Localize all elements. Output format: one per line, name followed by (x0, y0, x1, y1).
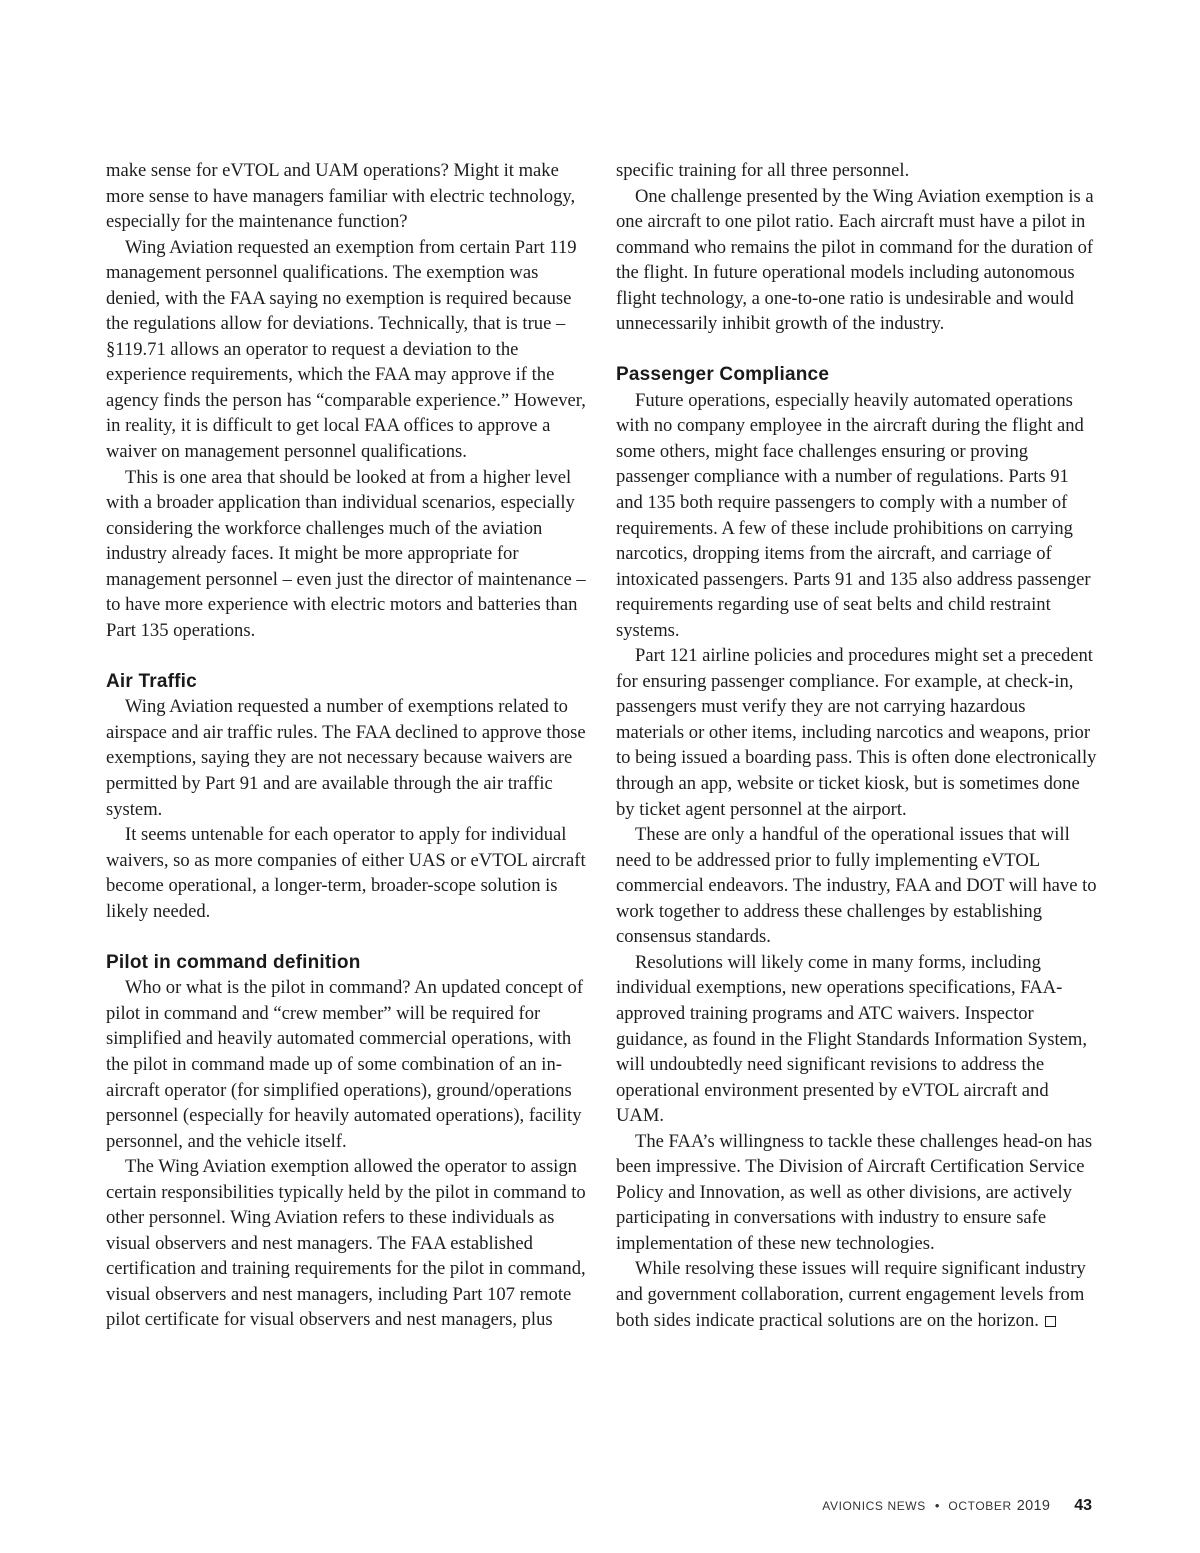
paragraph-text: Part 121 airline policies and procedures might set a precedent for ensuring passenger compliance. For example, at check-in, passengers must verify they are not carrying hazardous materials or other items, including narcotics and weapons, prior to being issued a boarding pass. This is often done electronically through an app, website or ticket kiosk, but is sometimes done by ticket agent personnel at the airport. (616, 645, 1097, 820)
paragraph-text: The Wing Aviation exemption allowed the operator to assign certain responsibilities typically held by the pilot in command to other personnel. Wing Aviation refers to these individuals as visual observers and nest managers. The FAA established certification and training requirements for the pilot in command, visual observers and nest managers, including Part 107 remote pilot certificate for visual observers and nest managers, plus (106, 1156, 586, 1331)
heading-text: Passenger Compliance (616, 364, 830, 386)
paragraph-text: Who or what is the pilot in command? An updated concept of pilot in command and “crew member” will be required for simplified and heavily automated commercial operations, with the pilot in command made up of some combination of an in-aircraft operator (for simplified operations), ground/operations personnel (especially for heavily automated operations), facility personnel, and the vehicle itself. (106, 977, 584, 1152)
paragraph-text: It seems untenable for each operator to apply for individual waivers, so as more companies of either UAS or eVTOL aircraft become operational, a longer-term, broader-scope solution is likely needed. (106, 824, 586, 922)
body-paragraph (616, 822, 1098, 950)
body-paragraph (106, 822, 586, 924)
heading-text: Pilot in command definition (106, 951, 361, 973)
body-paragraph (106, 694, 586, 822)
issue-year: 2019 (1016, 1498, 1051, 1514)
paragraph-text: specific training for all three personnel. (616, 160, 910, 181)
right-column (616, 158, 1098, 1333)
body-paragraph (616, 1256, 1098, 1333)
body-paragraph (616, 158, 1098, 184)
body-paragraph (616, 950, 1098, 1129)
body-paragraph (616, 1129, 1098, 1257)
publication-name: AVIONICS NEWS (822, 1499, 926, 1513)
end-of-article-box-icon (1045, 1316, 1056, 1327)
body-paragraph (616, 643, 1098, 822)
body-paragraph (106, 235, 586, 465)
paragraph-text: Future operations, especially heavily automated operations with no company employee in the aircraft during the flight and some others, might face challenges ensuring or proving passenger compliance with a number of regulations. Parts 91 and 135 both require passengers to comply with a number of requirements. A few of these include prohibitions on carrying narcotics, dropping items from the aircraft, and carriage of intoxicated passengers. Parts 91 and 135 also address passenger requirements regarding use of seat belts and child restraint systems. (616, 389, 1091, 641)
body-paragraph (106, 158, 586, 235)
section-heading (106, 669, 586, 695)
paragraph-text: Wing Aviation requested a number of exemptions related to airspace and air traffic rules. The FAA declined to approve those exemptions, saying they are not necessary because waivers are permitted by Part 91 and are available through the air traffic system. (106, 696, 586, 820)
left-column (106, 158, 586, 1333)
body-paragraph (106, 975, 586, 1154)
paragraph-text: These are only a handful of the operational issues that will need to be addressed prior to fully implementing eVTOL commercial endeavors. The industry, FAA and DOT will have to work together to address these challenges by establishing consensus standards. (616, 824, 1097, 948)
paragraph-text: make sense for eVTOL and UAM operations? Might it make more sense to have managers familiar with electric technology, especially for the maintenance function? (106, 160, 576, 233)
paragraph-text: One challenge presented by the Wing Aviation exemption is a one aircraft to one pilot ratio. Each aircraft must have a pilot in command who remains the pilot in command for the duration of the flight. In future operational models including autonomous flight technology, a one-to-one ratio is undesirable and would unnecessarily inhibit growth of the industry. (616, 185, 1094, 335)
section-heading (106, 950, 586, 976)
body-paragraph (616, 388, 1098, 643)
page-number: 43 (1074, 1497, 1092, 1514)
heading-text: Air Traffic (106, 670, 197, 692)
paragraph-text: This is one area that should be looked at from a higher level with a broader application than individual scenarios, especially considering the workforce challenges much of the aviation industry already faces. It might be more appropriate for management personnel – even just the director of maintenance – to have more experience with electric motors and batteries than Part 135 operations. (106, 466, 586, 641)
body-paragraph (616, 184, 1098, 337)
page-footer (822, 1497, 1092, 1515)
paragraph-text: Resolutions will likely come in many forms, including individual exemptions, new operations specifications, FAA-approved training programs and ATC waivers. Inspector guidance, as found in the Flight Standards Information System, will undoubtedly need significant revisions to address the operational environment presented by eVTOL aircraft and UAM. (616, 951, 1087, 1127)
paragraph-text: While resolving these issues will require significant industry and government collaboration, current engagement levels from both sides indicate practical solutions are on the horizon. (616, 1258, 1086, 1331)
paragraph-text: The FAA’s willingness to tackle these challenges head-on has been impressive. The Division of Aircraft Certification Service Policy and Innovation, as well as other divisions, are actively participating in conversations with industry to ensure safe implementation of these new technologies. (616, 1130, 1093, 1254)
body-paragraph (106, 465, 586, 644)
issue-month: OCTOBER (948, 1499, 1012, 1513)
section-heading (616, 362, 1098, 388)
body-paragraph (106, 1154, 586, 1333)
footer-separator: • (934, 1498, 940, 1513)
paragraph-text: Wing Aviation requested an exemption from certain Part 119 management personnel qualifications. The exemption was denied, with the FAA saying no exemption is required because the regulations allow for deviations. Technically, that is true – §119.71 allows an operator to request a deviation to the experience requirements, which the FAA may approve if the agency finds the person has “comparable experience.” However, in reality, it is difficult to get local FAA offices to approve a waiver on management personnel qualifications. (106, 236, 586, 463)
